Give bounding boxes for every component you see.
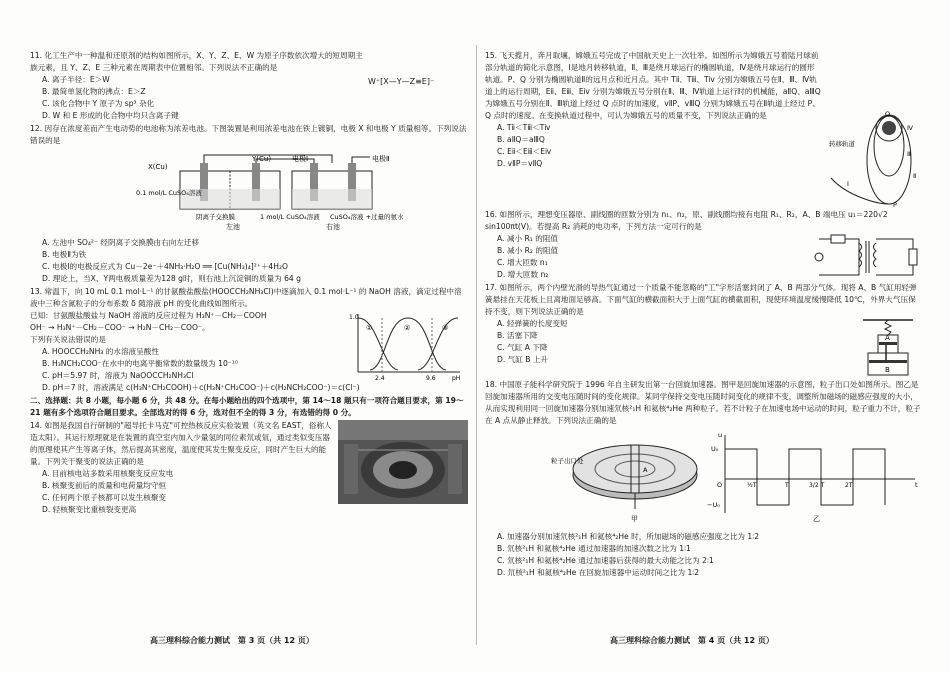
q13-option-c: C. pH＝5.97 时，溶液为 NaOOCCH₂NH₃Cl (42, 371, 194, 380)
q12-label-x: X(Cu) (148, 163, 168, 171)
q17-option-c: C. 气缸 A 下降 (497, 343, 548, 352)
q12-stem: 12. 因存在浓度差而产生电动势的电池称为浓差电池。下图装置是利用浓差电池在铁上镀铜，电极 X 和电极 Y 质量相等。下列说法错误的是 (30, 124, 467, 145)
q13-sub: 下列有关说法错误的是 (30, 335, 106, 344)
q11-option-c: C. 该化合物中 Y 原子为 sp³ 杂化 (42, 99, 155, 108)
q12-label-right-solution: CuSO₄溶液 +过量的氨水 (330, 213, 404, 221)
q17-label-b: B (885, 366, 890, 374)
q13-distribution-chart (348, 310, 468, 382)
q18-option-d: D. 氘核²₁H 和氦核⁴₂He 在回旋加速器中运动时间之比为 1∶2 (497, 568, 700, 577)
q13-option-b: B. H₃NCH₂COO⁻在水中的电离平衡常数的数量级为 10⁻¹⁰ (42, 359, 238, 368)
q14-east-device-photo (338, 420, 468, 504)
question-15 (485, 50, 923, 208)
q18-label-a: A (643, 466, 648, 474)
q17-stem: 17. 如图所示，两个内壁光滑的导热气缸通过一个质量不能忽略的"工"字形活塞封闭了 A、B 两部分气体。现将 A、B 气缸用轻弹簧悬挂在天花板上且离地面足够高。下面气缸的横截面积大于上面气缸的横截面积，现使环境温度缓慢降低 10℃，外界大气压保持不变，则下列说法正确的是 (485, 283, 917, 316)
q17-option-b: B. 活塞下降 (497, 331, 538, 340)
q18-label-origin: O (717, 481, 723, 489)
q16-stem: 16. 如图所示，理想变压器原、副线圈的匝数分别为 n₁、n₂，原、副线圈均接有电阻 R₁、R₂，A、B 端电压 u₁＝220√2 sin100πt(V)。若提高 R₂ 消耗的电功率，下列方法一定可行的是 (485, 210, 888, 231)
q18-tick-t: T (785, 482, 789, 489)
q15-label-iv: Ⅳ (907, 124, 913, 132)
q14-option-d: D. 轻核聚变比重核裂变更高 (42, 505, 137, 514)
q12-label-mid-solution: 1 mol/L CuSO₄溶液 (260, 213, 320, 221)
q12-label-electrode-1: 电极Ⅰ (292, 155, 309, 163)
q12-label-membrane: 阴离子交换膜 (196, 213, 235, 221)
q13-option-d: D. pH＝7 时，溶液满足 c(H₃N⁺CH₂COOH)＋c(H₃N⁺CH₂COO⁻)＋c(H₂NCH₂COO⁻)＝c(Cl⁻) (42, 383, 360, 392)
q14-option-b: B. 核聚变前后的质量和电荷量均守恒 (42, 481, 166, 490)
q13-ylabel: 1.0 (349, 314, 359, 321)
q18-label-jia: 甲 (631, 515, 638, 523)
q18-label-neg-u0: −U₀ (707, 501, 720, 509)
q15-orbit-diagram (827, 108, 923, 208)
q17-option-d: D. 气缸 B 上升 (497, 355, 549, 364)
q18-label-u0: U₀ (711, 445, 719, 453)
q12-label-left-cell: 左池 (226, 223, 240, 231)
q13-tick-2: 9.6 (426, 375, 436, 382)
q14-option-c: C. 任何两个原子核都可以发生核聚变 (42, 493, 167, 502)
q12-option-c: C. 电极Ⅰ的电极反应式为 Cu－2e⁻＋4NH₃·H₂O ══ [Cu(NH₃)₄]²⁺＋4H₂O (42, 262, 288, 271)
page-footer-left: 高三理科综合能力测试 第 3 页（共 12 页） (150, 636, 314, 645)
q17-cylinder-diagram (853, 318, 923, 378)
q15-label-iii: Ⅲ (907, 150, 912, 158)
q15-label-transfer: 转移轨道 (829, 140, 855, 148)
q18-tick-three-half-t: 3/2 T (809, 482, 825, 489)
q15-label-p: P (893, 201, 897, 208)
question-11 (30, 50, 468, 122)
q15-option-a: A. Tⅱ＜Tⅲ＜Tⅳ (497, 123, 551, 132)
q18-label-u: u (718, 431, 723, 439)
question-12 (30, 123, 468, 285)
q18-tick-2t: 2T (845, 482, 853, 489)
q12-option-a: A. 左池中 SO₄²⁻ 经阴离子交换膜由右向左迁移 (42, 238, 200, 247)
q18-stem: 18. 中国原子能科学研究院于 1996 年自主研发出第一台回旋加速器。图甲是回旋加速器的示意图，粒子出口处如图所示。图乙是回旋加速器所用的交变电压随时间的变化规律。某同学保持交变电压随时间变化的规律不变，调整所加磁场的磁感应强度的大小，从而实现利用同一回旋加速器分别加速氘核²₁H 和氦核⁴₂He 两种粒子。若不计粒子在加速电场中运动的时间，粒子重力不计，粒子在 A 点从静止释放。下列说法正确的是 (485, 380, 921, 425)
q18-option-a: A. 加速器分别加速氘核²₁H 和氦核⁴₂He 时，所加磁场的磁感应强度之比为 1∶2 (497, 532, 760, 541)
q18-label-t: t (915, 481, 918, 489)
q16-option-d: D. 增大匝数 n₂ (497, 270, 549, 279)
q13-option-a: A. HOOCCH₂NH₃ 的水溶液呈酸性 (42, 347, 159, 356)
q15-label-q: Q (885, 110, 891, 118)
q13-curve-3: ③ (442, 324, 449, 332)
q12-label-left-solution: 0.1 mol/L CuSO₄溶液 (136, 189, 202, 197)
q12-label-electrode-2: 电极Ⅱ (372, 155, 390, 163)
q15-option-b: B. aⅡQ＝aⅢQ (497, 135, 545, 144)
q18-cyclotron-diagram (485, 429, 923, 525)
q16-option-c: C. 增大匝数 n₁ (497, 258, 548, 267)
column-divider (476, 45, 477, 645)
question-16 (485, 209, 923, 281)
q13-reaction: OH⁻ → H₃N⁺－CH₂－COO⁻ → H₂N－CH₂－COO⁻。 (30, 323, 210, 332)
q14-stem: 14. 如图是我国自行研制的"超导托卡马克"可控热核反应实验装置（英文名 EAST，俗称人造太阳）。其运行原理就是在装置的真空室内加入少量氢的同位素氘或氚，通过类似变压器的原理使其产生等离子体，然后提高其密度，温度使其发生聚变反应，同时产生巨大的能量。下列关于聚变的说法正确的是 (30, 421, 332, 466)
left-column (30, 50, 468, 517)
right-column (485, 50, 923, 580)
q13-curve-2: ② (404, 324, 411, 332)
q11-stem: 11. 化工生产中一种温和还原剂的结构如图所示，X、Y、Z、E、W 为原子序数依次增大的短周期主族元素，且 Y、Z、E 三种元素在周期表中位置相邻。下列说法不正确的是 (30, 51, 363, 72)
q13-tick-1: 2.4 (375, 375, 385, 382)
page-footer-right: 高三理科综合能力测试 第 4 页（共 12 页） (610, 636, 774, 645)
q15-stem: 15. 飞天揽月，奔月取壤，嫦娥五号完成了中国航天史上一次壮举。如图所示为嫦娥五号着陆月球前部分轨道的简化示意图，Ⅰ是地月转移轨道，Ⅱ、Ⅲ是绕月球运行的椭圆轨道，Ⅳ是绕月球运行的圆形轨道。P、Q 分别为椭圆轨道Ⅱ的远月点和近月点。其中 Tⅱ、Tⅲ、Tⅳ 分别为嫦娥五号在Ⅱ、Ⅲ、Ⅳ轨道上的运行周期，Eⅱ、Eⅲ、Eⅳ 分别为嫦娥五号分别在Ⅱ、Ⅲ、Ⅳ轨道上运行时的机械能，aⅡQ、aⅢQ 为嫦娥五号分别在Ⅱ、Ⅲ轨道上经过 Q 点时的加速度，vⅡP、vⅢQ 分别为嫦娥五号在Ⅱ轨道上经过 P、Q 点时的速度。在变换轨道过程中，可认为嫦娥五号的质量不变，下列说法正确的是 (485, 51, 821, 120)
q15-label-i: Ⅰ (847, 180, 849, 188)
question-17 (485, 282, 923, 378)
question-14 (30, 420, 468, 516)
section-2-instructions: 二、选择题：共 8 小题，每小题 6 分，共 48 分。在每小题给出的四个选项中，第 14～18 题只有一项符合题目要求，第 19～21 题有多个选项符合题目要求。全部选对的得 6 分，选对但不全的得 3 分，有选错的得 0 分。 (30, 396, 464, 417)
q13-stem: 13. 常温下，向 10 mL 0.1 mol·L⁻¹ 的甘氨酸盐酸盐(HOOCCH₂NH₃Cl)中逐滴加入 0.1 mol·L⁻¹ 的 NaOH 溶液，滴定过程中溶液中三种含氮粒子的分布系数 δ 随溶液 pH 的变化曲线如图所示。 (30, 287, 462, 308)
q18-label-exit: 粒子出口处 (551, 457, 584, 465)
question-18 (485, 379, 923, 579)
q11-option-d: D. W 和 E 形成的化合物中均只含离子键 (42, 111, 179, 120)
q18-option-c: C. 氘核²₁H 和氦核⁴₂He 通过加速器后获得的最大动能之比为 2∶1 (497, 556, 714, 565)
q15-label-ii: Ⅱ (913, 172, 917, 180)
q16-option-b: B. 减小 R₂ 的阻值 (497, 246, 559, 255)
q11-structure-formula: W⁺[X—Y—Z≡E]⁻ (368, 77, 435, 86)
question-13 (30, 286, 468, 394)
q13-curve-1: ① (366, 324, 373, 332)
q13-known: 已知：甘氨酸盐酸盐与 NaOH 溶液的反应过程为 H₃N⁺－CH₂－COOH (30, 311, 267, 320)
q15-option-d: D. vⅡP＝vⅡQ (497, 159, 543, 168)
q17-option-a: A. 轻弹簧的长度变短 (497, 319, 568, 328)
q17-label-a: A (885, 334, 890, 342)
q14-option-a: A. 目前核电站多数采用核聚变反应发电 (42, 469, 174, 478)
q16-option-a: A. 减小 R₁ 的阻值 (497, 234, 559, 243)
q11-option-b: B. 最简单氢化物的沸点：E＞Z (42, 87, 146, 96)
q16-transformer-circuit (813, 233, 923, 281)
q12-option-d: D. 理论上，当X、Y两电极质量差为128 g时，则右池上沉淀铜的质量为 64 g (42, 274, 301, 283)
q12-option-b: B. 电极Ⅱ为铁 (42, 250, 87, 259)
q18-tick-half-t: ½T (747, 482, 757, 489)
q12-label-y: Y(Cu) (252, 155, 272, 163)
q13-xlabel: pH (452, 375, 461, 382)
q18-label-yi: 乙 (813, 515, 820, 523)
q18-option-b: B. 氘核²₁H 和氦核⁴₂He 通过加速器的加速次数之比为 1∶1 (497, 544, 691, 553)
q12-cell-diagram (30, 149, 468, 231)
q12-label-right-cell: 右池 (326, 223, 340, 231)
q11-option-a: A. 离子半径：E＞W (42, 75, 110, 84)
q15-option-c: C. Eⅱ＜Eⅲ＜Eⅳ (497, 147, 552, 156)
